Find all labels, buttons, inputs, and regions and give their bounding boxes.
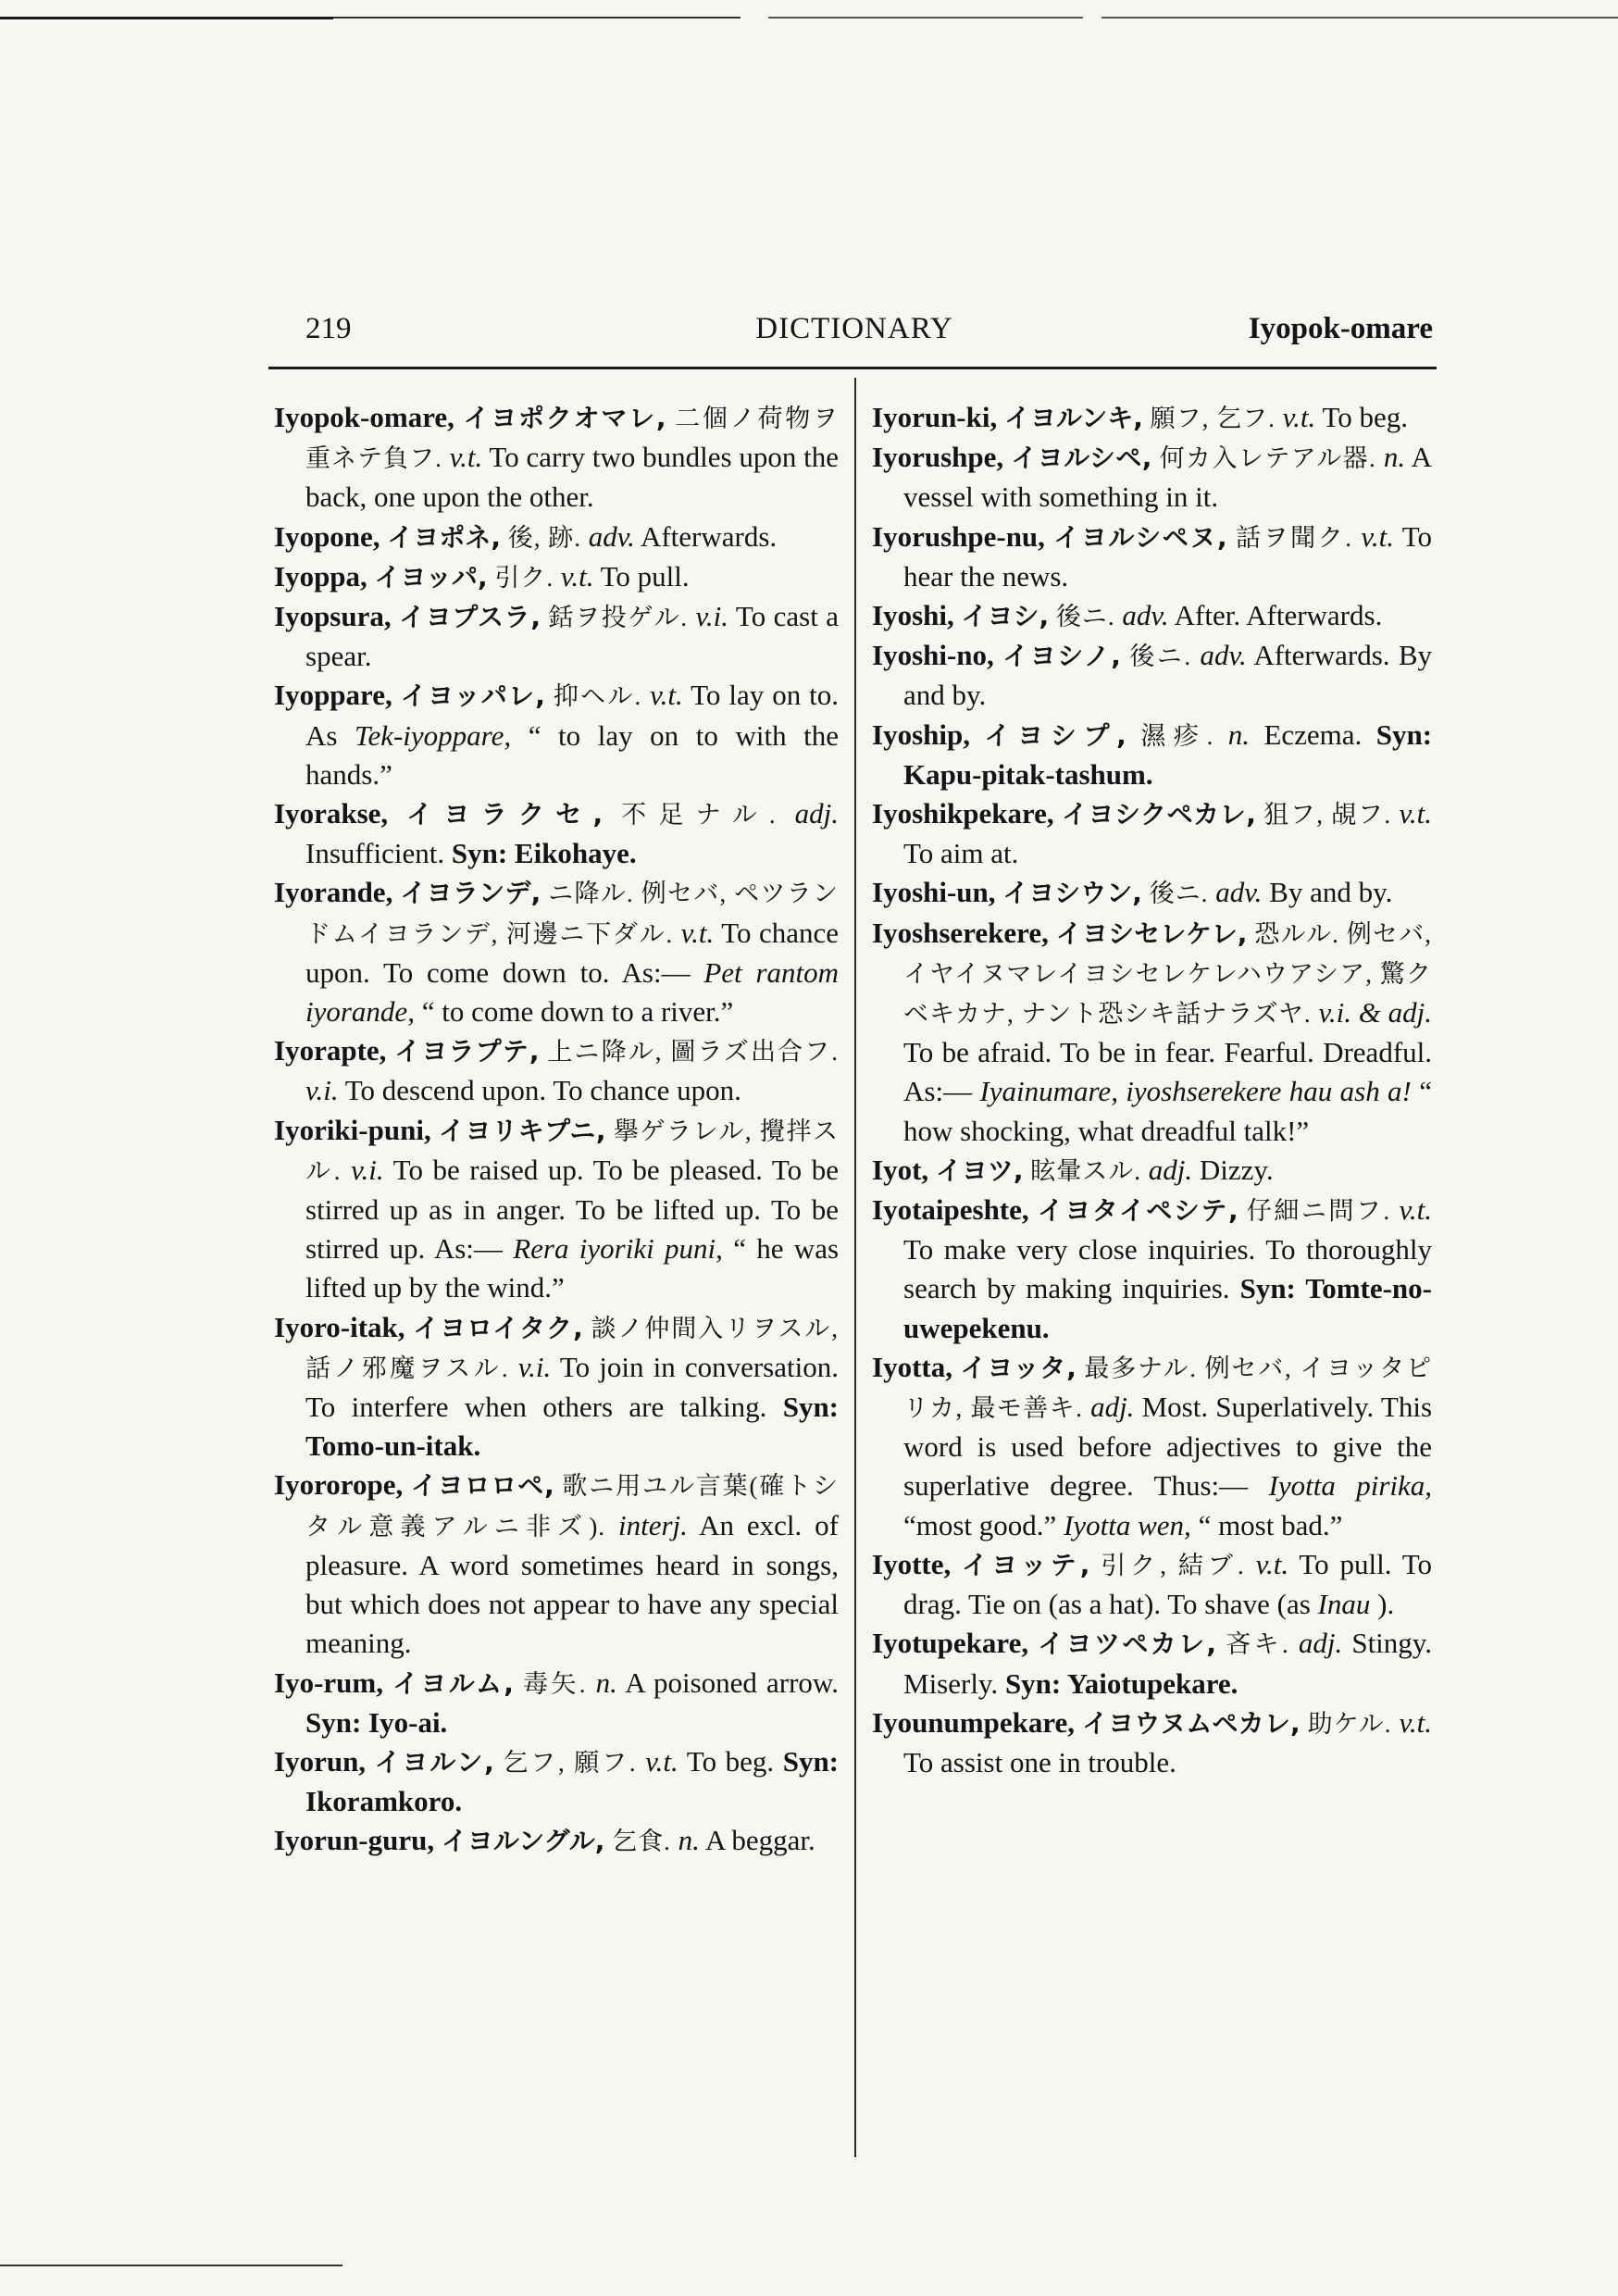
entry-pos: v.t.	[1399, 1705, 1433, 1739]
entry-kana: イヨポクオマレ,	[463, 403, 666, 433]
dictionary-entry	[274, 1664, 839, 1742]
entry-definition: To cast a spear.	[305, 600, 840, 673]
entry-definition: “ to lay on to with the hands.”	[305, 718, 840, 791]
entry-gloss: ニ降ル. 例セバ, ペツランドムイヨランデ, 河邊ニ下ダル.	[305, 880, 840, 948]
dictionary-entry	[872, 518, 1432, 596]
entry-definition: To chance upon. To come down to. As:—	[305, 916, 839, 989]
entry-gloss: 吝キ.	[1226, 1630, 1289, 1659]
entry-kana: イヨルム,	[392, 1667, 514, 1699]
entry-definition: Insufficient.	[305, 837, 445, 870]
entry-headword: Iyoshi,	[872, 599, 954, 632]
dictionary-entry	[274, 1821, 839, 1861]
entry-example: Tek-iyoppare,	[355, 718, 512, 752]
entry-kana: イヨルシペヌ,	[1053, 521, 1227, 553]
entry-headword: Iyotupekare,	[872, 1627, 1029, 1660]
entry-pos: v.t.	[1399, 1193, 1433, 1227]
dictionary-entry	[274, 794, 839, 873]
entry-kana: イヨルンキ,	[1003, 403, 1143, 433]
entry-pos: v.t.	[560, 559, 594, 593]
entry-gloss: 助ケル.	[1307, 1709, 1392, 1738]
dictionary-entry	[872, 1348, 1432, 1545]
left-column	[274, 398, 839, 1862]
entry-kana: イヨツ,	[935, 1154, 1024, 1186]
entry-kana: イヨルシペ,	[1011, 443, 1152, 474]
entry-headword: Iyorun,	[274, 1744, 367, 1778]
dictionary-entry	[274, 1742, 839, 1821]
entry-headword: Iyopsura,	[274, 600, 392, 633]
entry-definition: Afterwards. By and by.	[903, 639, 1433, 712]
entry-pos: v.t.	[650, 679, 683, 712]
bottom-edge-rule	[0, 2265, 342, 2266]
top-edge-rule	[0, 17, 1618, 19]
entry-headword: Iyoshikpekare,	[872, 797, 1054, 830]
entry-gloss: 談ノ仲間入リヲスル, 話ノ邪魔ヲスル.	[305, 1314, 840, 1382]
entry-pos: n.	[1227, 718, 1251, 751]
entry-definition: A vessel with something in it.	[903, 441, 1433, 514]
entry-pos: v.t.	[1255, 1547, 1289, 1580]
entry-headword: Iyotta,	[872, 1350, 952, 1383]
entry-kana: イヨルングル,	[441, 1826, 605, 1857]
entry-pos: v.i.	[517, 1350, 552, 1383]
entry-synonym: Syn: Eikohaye.	[451, 837, 637, 870]
entry-definition: To be afraid. To be in fear. Fearful. Dreadful. As:—	[903, 1036, 1432, 1108]
entry-pos: v.t.	[1361, 519, 1394, 553]
page-header	[276, 310, 1433, 347]
entry-kana: イヨシセレケレ,	[1055, 917, 1248, 949]
entry-pos: adj.	[1148, 1153, 1193, 1186]
entry-headword: Iyoriki-puni,	[274, 1113, 431, 1146]
entry-gloss: 濕疹.	[1140, 721, 1214, 750]
entry-pos: v.t.	[645, 1744, 678, 1778]
entry-kana: イヨラクセ,	[406, 799, 604, 830]
entry-gloss: 仔細ニ問フ.	[1246, 1197, 1391, 1226]
dictionary-entry	[872, 1624, 1432, 1703]
dictionary-entry	[274, 597, 839, 676]
entry-pos: adv.	[1215, 876, 1263, 909]
entry-headword: Iyorapte,	[274, 1034, 387, 1067]
dictionary-entry	[274, 398, 839, 518]
entry-example: Iyainumare, iyoshserekere hau ash a!	[979, 1075, 1412, 1108]
entry-pos: v.t.	[1399, 797, 1433, 830]
entry-kana: イヨポネ,	[387, 521, 501, 553]
entry-example: Rera iyoriki puni,	[513, 1232, 723, 1266]
entry-pos: adj.	[1298, 1627, 1343, 1660]
dictionary-entry	[872, 1151, 1432, 1191]
entry-synonym: Syn: Yaiotupekare.	[1004, 1666, 1238, 1700]
entry-kana: イヨリキプニ,	[439, 1115, 606, 1146]
entry-definition: Dizzy.	[1199, 1153, 1274, 1186]
dictionary-entry	[274, 676, 839, 794]
dictionary-entry	[274, 873, 839, 1031]
column-divider	[854, 378, 856, 2157]
entry-headword: Iyoro-itak,	[274, 1310, 405, 1343]
entry-definition: After. Afterwards.	[1174, 599, 1383, 632]
entry-gloss: 恐ルル. 例セバ, イヤイヌマレイヨシセレケレハウアシア, 驚クベキカナ, ナント恐シキ話ナラズヤ.	[903, 919, 1433, 1029]
entry-definition: To join in conversation. To interfere when others are talking.	[305, 1350, 839, 1424]
entry-definition: A poisoned arrow.	[625, 1666, 840, 1699]
entry-kana: イヨシプ,	[984, 719, 1126, 751]
entry-kana: イヨッパレ,	[400, 680, 545, 712]
entry-definition: “ how shocking, what dreadful talk!”	[903, 1075, 1432, 1147]
entry-pos: adj.	[794, 797, 839, 830]
entry-kana: イヨランデ,	[400, 878, 541, 909]
entry-example: Iyotta pirika,	[1268, 1469, 1433, 1503]
entry-definition: To be raised up. To be pleased. To be stirred up as in anger. To be lifted up. To be stirred up. As:—	[305, 1153, 839, 1266]
entry-gloss: 引ク, 結ブ.	[1101, 1551, 1245, 1579]
entry-definition: To lay on to. As	[305, 679, 840, 752]
entry-gloss: 眩暈スル.	[1030, 1156, 1142, 1185]
entry-kana: イヨタイペシテ,	[1037, 1195, 1238, 1227]
entry-kana: イヨシ,	[961, 601, 1050, 632]
entry-kana: イヨシクペカレ,	[1061, 799, 1256, 830]
entry-pos: adv.	[588, 519, 635, 553]
entry-pos: v.t.	[680, 916, 715, 949]
entry-pos: interj.	[617, 1508, 688, 1541]
header-rule	[268, 367, 1437, 369]
entry-pos: adv.	[1122, 599, 1169, 632]
entry-definition: To descend upon. To chance upon.	[344, 1074, 741, 1107]
entry-headword: Iyo-rum,	[274, 1666, 383, 1699]
entry-definition: An excl. of pleasure. A word sometimes heard in songs, but which does not appear to have any special meaning.	[305, 1508, 839, 1660]
right-column	[872, 398, 1432, 1782]
entry-headword: Iyoshi-no,	[872, 639, 994, 672]
entry-pos: v.i.	[351, 1153, 384, 1186]
entry-gloss: 歌ニ用ユル言葉(確トシタル意義アルニ非ズ).	[305, 1472, 840, 1541]
dictionary-entry	[872, 1545, 1432, 1624]
entry-headword: Iyot,	[872, 1153, 929, 1186]
dictionary-entry	[872, 438, 1432, 517]
entry-headword: Iyoppa,	[274, 559, 367, 593]
entry-definition: To make very close inquiries. To thoroughly search by making inquiries.	[903, 1233, 1432, 1305]
entry-synonym: Syn: Tomte-no-uwepekenu.	[903, 1272, 1432, 1344]
dictionary-entry	[274, 518, 839, 557]
entry-definition: To pull.	[600, 559, 690, 593]
entry-pos: adv.	[1200, 639, 1247, 672]
entry-gloss: 最多ナル. 例セバ, イヨッタピリカ, 最モ善キ.	[903, 1354, 1433, 1423]
entry-pos: v.i. & adj.	[1318, 996, 1432, 1029]
entry-gloss: 狙フ, 覘フ.	[1263, 801, 1392, 830]
dictionary-entry	[274, 1308, 839, 1466]
entry-pos: n.	[1383, 441, 1406, 474]
entry-headword: Iyoshserekere,	[872, 916, 1049, 949]
entry-definition: To pull. To drag. Tie on (as a hat). To shave (as	[903, 1547, 1432, 1621]
entry-definition: To carry two bundles upon the back, one upon the other.	[305, 441, 840, 514]
entry-headword: Iyorun-guru,	[274, 1824, 435, 1857]
entry-kana: イヨシノ,	[1002, 641, 1121, 672]
entry-gloss: 乞フ, 願フ.	[503, 1748, 637, 1777]
entry-gloss: 後, 跡.	[507, 523, 581, 552]
entry-kana: イヨラプテ,	[394, 1036, 540, 1067]
entry-headword: Iyopok-omare,	[274, 401, 454, 433]
dictionary-entry	[872, 636, 1432, 715]
running-title: DICTIONARY	[755, 312, 953, 345]
entry-gloss: 願フ, 乞フ.	[1150, 405, 1276, 432]
dictionary-entry	[872, 596, 1432, 636]
entry-kana: イヨロロペ,	[410, 1470, 554, 1502]
entry-synonym: Syn: Iyo-ai.	[305, 1705, 448, 1739]
dictionary-entry	[872, 716, 1432, 794]
entry-gloss: 銛ヲ投ゲル.	[548, 604, 689, 632]
entry-definition: A beggar.	[704, 1824, 815, 1857]
dictionary-entry	[274, 1031, 839, 1110]
entry-headword: Iyorun-ki,	[872, 401, 998, 433]
dictionary-entry	[872, 873, 1432, 913]
entry-gloss: 擧ゲラレル, 攪拌スル.	[305, 1117, 839, 1185]
dictionary-entry	[274, 1111, 839, 1308]
entry-example: Inau	[1317, 1588, 1371, 1621]
entry-pos: n.	[678, 1824, 700, 1857]
entry-gloss: 上ニ降ル, 圖ラズ出合フ.	[547, 1038, 840, 1067]
dictionary-entry	[872, 914, 1432, 1151]
dictionary-entry	[872, 1703, 1432, 1782]
entry-synonym: Syn: Tomo-un-itak.	[305, 1391, 840, 1463]
entry-definition: To beg.	[686, 1744, 775, 1778]
entry-gloss: 後ニ.	[1149, 880, 1209, 908]
entry-gloss: 二個ノ荷物ヲ重ネテ負フ.	[305, 405, 840, 473]
entry-headword: Iyounumpekare,	[872, 1705, 1076, 1739]
entry-headword: Iyoppare,	[274, 679, 392, 712]
entry-pos: v.i.	[305, 1074, 339, 1107]
entry-definition: “most good.”	[903, 1508, 1057, 1541]
entry-definition: “ to come down to a river.”	[421, 995, 734, 1029]
entry-definition: “ he was lifted up by the wind.”	[305, 1232, 840, 1304]
entry-gloss: 話ヲ聞ク.	[1236, 523, 1353, 552]
dictionary-entry	[872, 398, 1432, 438]
entry-gloss: 引ク.	[494, 563, 554, 592]
entry-example: Pet rantom iyorande,	[305, 955, 840, 1029]
entry-kana: イヨッタ,	[960, 1352, 1077, 1383]
entry-pos: n.	[595, 1666, 617, 1699]
dictionary-entry	[274, 557, 839, 597]
entry-pos: v.i.	[695, 600, 729, 633]
entry-headword: Iyotaipeshte,	[872, 1193, 1029, 1227]
entry-definition: “ most bad.”	[1198, 1508, 1343, 1541]
entry-definition: To assist one in trouble.	[903, 1745, 1176, 1778]
entry-gloss: 後ニ.	[1129, 643, 1192, 671]
entry-headword: Iyorakse,	[274, 797, 389, 830]
entry-kana: イヨツペカレ,	[1038, 1628, 1217, 1660]
entry-definition: Eczema.	[1263, 718, 1363, 751]
entry-gloss: 不足ナル.	[621, 801, 777, 830]
entry-kana: イヨウヌムペカレ,	[1081, 1707, 1301, 1739]
entry-definition: Most. Superlatively. This word is used before adjectives to give the superlative degree. Thus:—	[903, 1391, 1433, 1503]
dictionary-entry	[872, 794, 1432, 873]
dictionary-entry	[872, 1191, 1432, 1348]
entry-definition: To aim at.	[903, 837, 1019, 870]
entry-gloss: 乞食.	[612, 1828, 671, 1856]
entry-kana: イヨプスラ,	[399, 602, 541, 633]
entry-definition: Stingy. Miserly.	[903, 1627, 1433, 1700]
entry-headword: Iyorushpe,	[872, 441, 1004, 474]
entry-kana: イヨロイタク,	[413, 1312, 583, 1343]
entry-headword: Iyorande,	[274, 876, 393, 909]
entry-gloss: 後ニ.	[1055, 603, 1115, 631]
entry-kana: イヨッテ,	[962, 1549, 1090, 1580]
entry-kana: イヨルン,	[374, 1746, 494, 1778]
entry-kana: イヨシウン,	[1002, 878, 1142, 909]
entry-headword: Iyororope,	[274, 1468, 404, 1502]
entry-pos: v.t.	[1282, 401, 1316, 433]
entry-headword: Iyotte,	[872, 1547, 952, 1580]
entry-headword: Iyoship,	[872, 718, 970, 751]
entry-headword: Iyopone,	[274, 519, 380, 553]
entry-synonym: Syn: Kapu-pitak-tashum.	[903, 718, 1433, 791]
entry-gloss: 抑ヘル.	[553, 682, 642, 711]
entry-synonym: Syn: Ikoramkoro.	[305, 1744, 840, 1818]
entry-kana: イヨッパ,	[374, 561, 488, 593]
entry-definition: To hear the news.	[903, 519, 1433, 593]
page-number: 219	[305, 312, 352, 345]
guide-word: Iyopok-omare	[1248, 312, 1433, 345]
entry-gloss: 何カ入レテアル器.	[1159, 444, 1376, 473]
entry-definition: Afterwards.	[640, 519, 778, 553]
entry-definition: To beg.	[1322, 401, 1408, 433]
entry-pos: adj.	[1090, 1391, 1135, 1424]
dictionary-entry	[274, 1466, 839, 1663]
entry-headword: Iyoshi-un,	[872, 876, 996, 909]
entry-example: Iyotta wen,	[1064, 1508, 1191, 1541]
entry-gloss: 毒矢.	[523, 1669, 587, 1698]
entry-headword: Iyorushpe-nu,	[872, 519, 1045, 553]
entry-definition: By and by.	[1269, 876, 1393, 909]
entry-definition: ).	[1377, 1588, 1395, 1621]
entry-pos: v.t.	[449, 441, 483, 474]
